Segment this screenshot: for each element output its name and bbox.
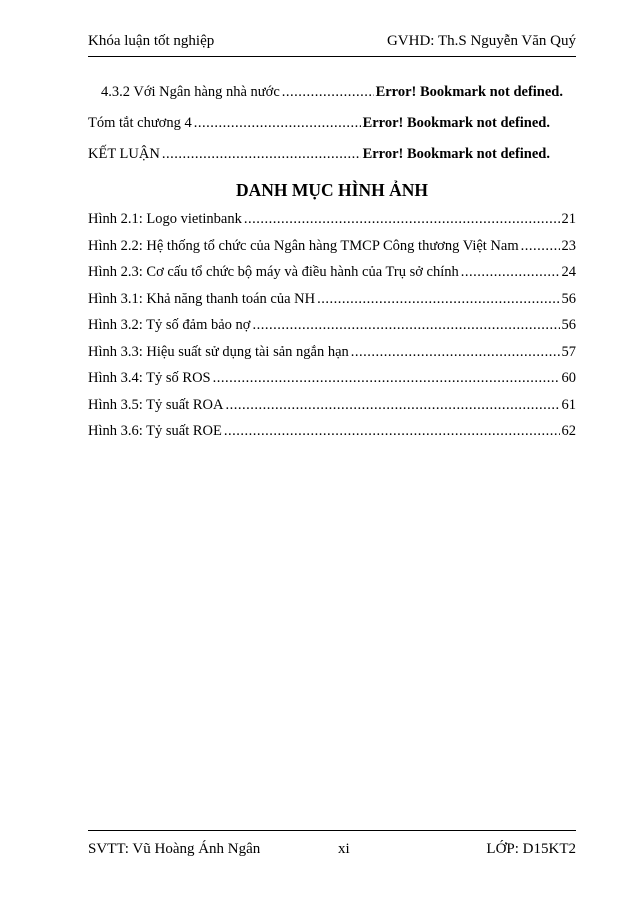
toc-entry-ref: Error! Bookmark not defined. [362, 146, 550, 162]
figure-page: 23 [561, 237, 576, 254]
dot-leader [213, 365, 560, 392]
figure-title: Hình 3.3: Hiệu suất sử dụng tài sản ngắn hạn [88, 343, 349, 360]
figure-page: 56 [561, 290, 576, 307]
dot-leader [351, 339, 560, 366]
dot-leader [282, 77, 374, 108]
page-number: xi [338, 841, 350, 857]
figure-entry[interactable] [88, 365, 576, 392]
dot-leader [252, 312, 559, 339]
figure-entry[interactable] [88, 339, 576, 366]
figure-page: 62 [561, 423, 576, 439]
dot-leader [194, 108, 361, 139]
dot-leader [224, 418, 560, 445]
figure-title: Hình 3.5: Tỷ suất ROA [88, 396, 224, 413]
figure-page: 24 [561, 264, 576, 280]
figure-title: Hình 3.6: Tỷ suất ROE [88, 423, 222, 439]
footer-left: SVTT: Vũ Hoàng Ánh Ngân [88, 841, 261, 857]
figures-list-title: DANH MỤC HÌNH ẢNH [235, 180, 428, 200]
figure-title: Hình 2.3: Cơ cấu tổ chức bộ máy và điều hành của Trụ sở chính [88, 264, 459, 280]
figure-page: 56 [561, 317, 576, 333]
page-footer [88, 830, 576, 858]
figure-title: Hình 2.1: Logo vietinbank [88, 211, 242, 227]
toc-entry-title: Tóm tắt chương 4 [88, 115, 192, 131]
figure-entry[interactable] [88, 286, 576, 313]
header-right: GVHD: Th.S Nguyễn Văn Quý [386, 33, 576, 49]
figure-entry[interactable] [88, 233, 576, 260]
figure-page: 21 [561, 211, 576, 227]
figure-page: 61 [561, 396, 576, 413]
page-header [88, 33, 576, 57]
dot-leader [244, 206, 560, 233]
toc-entry-title: KẾT LUẬN [88, 146, 160, 162]
figure-title: Hình 2.2: Hệ thống tổ chức của Ngân hàng TMCP Công thương Việt Nam [88, 237, 519, 254]
header-left: Khóa luận tốt nghiệp [88, 33, 215, 49]
dot-leader [521, 233, 560, 260]
dot-leader [162, 139, 361, 170]
figure-page: 57 [561, 343, 576, 360]
toc-entry-title: 4.3.2 Với Ngân hàng nhà nước [101, 84, 280, 100]
figure-entry[interactable] [88, 418, 576, 445]
figure-page: 60 [561, 370, 576, 386]
figure-title: Hình 3.1: Khả năng thanh toán của NH [88, 290, 316, 307]
toc-entry[interactable] [88, 108, 550, 139]
dot-leader [317, 286, 559, 313]
toc-entry-ref: Error! Bookmark not defined. [375, 84, 563, 100]
footer-right: LỚP: D15KT2 [486, 841, 576, 857]
figure-entry[interactable] [88, 206, 576, 233]
figure-entry[interactable] [88, 312, 576, 339]
figure-entry[interactable] [88, 392, 576, 419]
figure-title: Hình 3.4: Tỷ số ROS [88, 370, 211, 386]
figures-list [88, 206, 576, 445]
toc-continued [88, 77, 576, 170]
toc-entry-ref: Error! Bookmark not defined. [362, 115, 550, 131]
toc-entry[interactable] [88, 139, 550, 170]
figure-entry[interactable] [88, 259, 576, 286]
dot-leader [461, 259, 560, 286]
figure-title: Hình 3.2: Tỷ số đảm bảo nợ [88, 317, 251, 333]
dot-leader [225, 392, 559, 419]
toc-entry[interactable] [88, 77, 563, 108]
